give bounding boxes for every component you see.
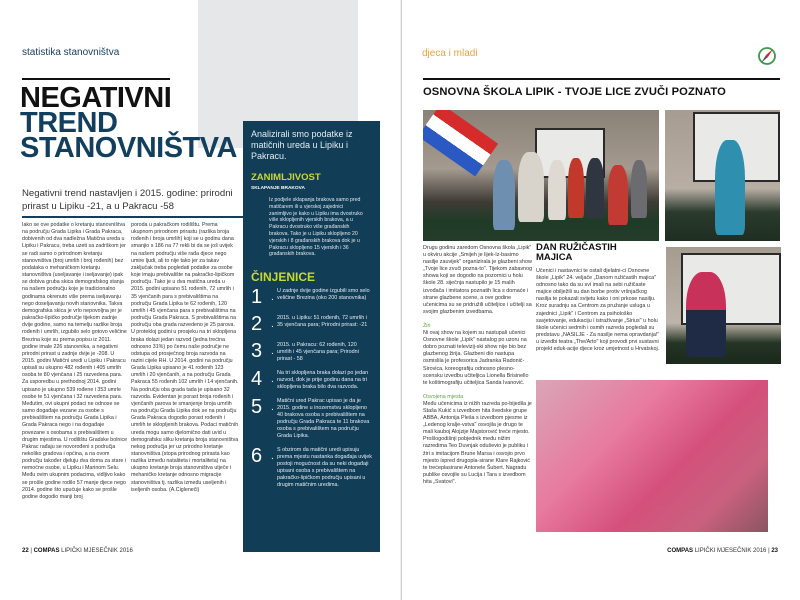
article-text: Među učenicima iz nižih razreda po-bijedila je Staša Kukić s izvedbom hita švedske grupe ABBA, Antonija Pleša s izvedbom pjesme iz „Ledenog kralje-vstva" osvojila je drugo te mali kauboj Alojzije Majstorović treće mjesto. Prošlogodišnji pobjednik među nižim razredima Teo Duvnjak oduševio je publiku i žiri s imitacijom Brune Marsa i osvojio prvo mjesto ispred drugopla-sirane Klare Rajković te trećeplasirane Antonele Šubert. Nagradu publike osvojile su Lucija i Tara s izvedbom hita „Svatovi". xyxy=(423,400,532,485)
facts-title: ČINJENICE xyxy=(251,270,316,285)
article-text: Ni ovaj show na kojem su nastupali učenici Osnovne škole „Lipik" nastalog po uzoru na dobro poznati televizij-ski show nije bio bez glazbenog žirija. Glazbeni dio nastupa osmislila je profesorica Jadranka Radonić-Sirovica, koreografiju odnosno plesno-scensku izvedbu učiteljica Lionella Brisinello te koštimografiju učiteljica Sanda Ivanović. xyxy=(423,330,529,386)
subhead-rule xyxy=(22,216,244,218)
fact-item xyxy=(251,342,372,363)
article-text: Iako se ove podatke o kretanju stanovništva na području Grada Lipika i Grada Pakraca, dobivenih od dva nadležna Matična ureda u Lipiku i Pakracu, treba uzeti sa zadrškom jer se radi samo o prirodnom kretanju stanovništva (broj umrlih i broj rođenih) bez podataka o mehaničkom kretanju stanovništva (useljavanje i iseljavanje) ipak se dobiva gruba skica demografskog stanja na našem području koje je tradicionalno godinama okrenuto više prema iseljavanju nego doseljavanju novih stanovnika. Takva demografska skica je vrlo nepovoljna jer je pakračko-lipičko područje tijekom zadnje dvije godine, samo na temelju razlike broja rođenih i umrlih, izgubilo selo gotovo veličine Brezina koje su prema popisu iz 2011. godine imale 226 stanovnika, a negativni prirodni prirast u zadnje dvije je -208. U 2015. godini Matični uredi u Lipiku i Pakracu upisali su ukupno 482 rođenih i 405 umrlih osoba te 80 vjenčana i 25 razvedena para. Za usporedbu u prethodnoj 2014. godini upisano je ukupno 539 rođene i 353 umrle osobe te 51 vjenčana i 32 razvedena para. Međutim, ovi ukupni podaci ne odnose se samo događaje vezane za osobe s prebivalištem na području Grada Lipika i Grada Pakraca nego i na događaje povezane s osobama s prebivalištem u drugim mjestima. U rodilištu Gradske bolnice Pakrac rađaju se novorođeni s područja nekoliko gradova i općina, a na ovom području također djeluju dva doma za stare i nemoćne osobe, u Lipiku i Marinom Selu. Među ovim ukupnim podacima, vidljivo kako se prošle godine rodilo 57 manje djece nego 2014. godine što upućuje kako se prošle godine dogodio manji broj xyxy=(22,222,128,500)
performer xyxy=(586,158,604,218)
footer-publication: LIPIČKI MJESEČNIK 2016 xyxy=(693,548,767,554)
fact-item xyxy=(251,447,372,489)
fact-dot: . xyxy=(271,319,274,331)
photo-pink-shirt-day-group xyxy=(536,380,768,532)
subheading-places: Osvojena mjesta xyxy=(423,393,464,400)
article-column-1 xyxy=(22,222,128,501)
performer xyxy=(493,160,515,230)
page-number: 22 xyxy=(22,548,29,554)
performer xyxy=(715,140,745,235)
headline-line-2: TREND xyxy=(20,107,118,139)
performer xyxy=(518,152,544,222)
footer-publication: LIPIČKI MJESEČNIK 2016 xyxy=(59,548,133,554)
page-footer xyxy=(667,548,778,554)
subheading-jury: Žiri xyxy=(423,322,431,329)
photo-singer-pink-jacket xyxy=(666,247,781,364)
section-label: djeca i mladi xyxy=(422,48,478,59)
article-headline: OSNOVNA ŠKOLA LIPIK - TVOJE LICE ZVUČI POZNATO xyxy=(423,86,726,98)
fact-number: 6 xyxy=(251,445,263,468)
fact-text: 2015. u Pakracu: 62 rođenih, 120 umrlih i 45 vjenčana para; Prirodni prirast - 58 xyxy=(277,342,359,363)
fact-dot: . xyxy=(271,374,274,386)
article-headline xyxy=(20,82,237,164)
sidebar-intro: Analizirali smo podatke iz matičnih ureda u Lipiku i Pakracu. xyxy=(251,129,353,161)
fact-number: 5 xyxy=(251,396,263,419)
page-23 xyxy=(401,0,800,600)
performer xyxy=(686,272,726,357)
article-text: poroda u pakračkom rodilištu. Prema ukupnom prirodnom prirastu (razlika broja rođenih i broja umrlih) koji se u godinu dana smanjio s 186 na 77 rekli bi da se još uvijek na našem području više rađa djece nego umire ljudi, ali to nije tako jer za takav zaključak treba pogledati podatke za osobe koje imaju prebivalište na pakračko-lipičkom području. Tako je u dva matična ureda u 2015. godini upisano 51 rođenih, 72 umrlih i 35 vjenčanih para s prebivalištima na području Grada Lipika te 62 rođenih, 120 umrlih i 45 vjenčana para s prebivalištima na području Grada Pakraca. S prebivalištima na području oba grada razvedeno je 25 parova. U protekloj godini u prosjeku na tri sklopljena braka dolazi jedan razvod (jedna trećina odnosno 31%) po čemu naše područje ne odstupa od prosječnog broja razvoda na razini cijele RH. U 2014. godini na području Grada Lipika upisano je 41 rođenih 123 umrlih i 20 vjenčanih, a na području Grada Pakraca 55 rođenih 102 umrlih i 14 vjenčanih. Na području oba grada tada je upisano 32 razvoda. Evidentan je porast broja rođenih i vjenčanih parova te smanjenje broja umrlih na području Grada Lipika dok se na području Grada Pakraca dogodio porast rođenih i umrlih te sklopljenih brakova. Podaci matičnih ureda mogu samo djelomično dati uvid u demografsku sliku kretanja broja stanovništva nekog područja jer uz prirodno kretanje stanovništva (stopa prirodnog prirasta kao razlika između nataliteta i mortaliteta) na ukupno kretanje broja stanovništva utječe i mehaničko kretanje odnosno migracije stanovništva tj. razlika između useljenih i iseljenih osoba. (A.Cigleneči) xyxy=(131,222,239,493)
fact-item xyxy=(251,398,372,440)
fact-item xyxy=(251,370,372,391)
fact-text: U zadnje dvije godine izgubili smo selo veličine Brezina (oko 200 stanovnika) xyxy=(277,288,370,302)
fact-text: S obzirom da matični uredi upisuju prema mjestu nastanka događaja uvijek postoji mogućnost da su neki događaji upisani osoba s prebivalištem na pakračko-lipičkom području upisani u drugim matičnim uredima. xyxy=(277,447,372,489)
headline-rule xyxy=(22,78,170,80)
facts-list xyxy=(251,288,372,489)
footer-separator: | xyxy=(766,548,772,554)
performer xyxy=(608,165,628,225)
fact-dot: . xyxy=(271,292,274,304)
sidebar-box-title: ZANIMLJIVOST xyxy=(251,172,321,183)
headline-rule xyxy=(423,78,780,80)
pink-shirt-day-title xyxy=(536,243,617,263)
page-number: 23 xyxy=(771,548,778,554)
article-subhead: Negativni trend nastavljen i 2015. godine: prirodni prirast u Lipiku -21, a u Pakracu -58 xyxy=(22,188,233,212)
article-column-2 xyxy=(536,268,661,353)
fact-dot: . xyxy=(271,451,274,463)
fact-text: Matični ured Pakrac upisao je da je 2015. godine u inozemstvu sklopljeno 40 brakova osoba s prebivalištem na području Grada Pakraca te 11 brakova osoba s prebivalištem na području Grada Lipika. xyxy=(277,398,370,440)
article-text: Učenici i nastavnici te ostali djelatni-ci Osnovne škole „Lipik" 24. veljače „Danom ružičastih majica" odnosno tako da su svi imali na sebi ružičaste majice obilježili su dan borbe protiv vršnjačkog nasilja te pokazali svijetu kako i oni prkose nasilju. Kroz suradnju sa Centrom za pružanje usluga u zajednici „Lipik" i Centrom za psihološko savjetovanje, edukaciju i istraživanje „Sirius" u holu škole učenici sedmih i osmih razreda pogledali su predstavu „NASILJE - Za nasilje nema opravdanja!" u izvedbi teatra „The/Arto" koji provodi prvi sustavni projekt eduk-acije djece kroz umjetnost u Hrvatskoj. xyxy=(536,268,660,353)
performer xyxy=(631,160,647,218)
croatian-flag xyxy=(423,110,498,176)
article-text: Drugu godinu zaredom Osnovna škola „Lipik" u okviru akcije „Smijeh je lijek-Iz-basimo nasilje zauvijek" organizirala je glazbeni show „Tvoje lice zvuči pozna-to". Tijekom zabavnog showa koji se dogodio na pozornici u holu škole 28. siječnja nastupilo je 15 malih izvođača i imitatora poznatih lica s domaće i strane glazbene scene, a ove godine učenicima su se pridružili učiteljice i učitelji sa svojim glazbenim izvedbama. xyxy=(423,245,533,315)
title-line-1: DAN RUŽIČASTIH xyxy=(536,242,617,253)
fact-number: 2 xyxy=(251,313,263,336)
article-column-2 xyxy=(131,222,239,494)
sidebar-box-subtitle: SKLAPANJE BRAKOVA xyxy=(251,186,305,191)
facts-sidebar xyxy=(243,121,380,552)
photo-stage-performance xyxy=(423,110,659,241)
performer xyxy=(548,160,566,220)
footer-brand: COMPAS xyxy=(667,548,694,554)
headline-line-1: NEGATIVNI xyxy=(20,82,172,114)
footer-brand: COMPAS xyxy=(33,548,60,554)
fact-text: 2015. u Lipiku: 51 rođenih, 72 umrlih i 35 vjenčana para; Prirodni prirast: -21 xyxy=(277,315,368,329)
photo-singer-blue-dress xyxy=(665,110,780,241)
sidebar-box-text: Iz podjele sklapanja brakova samo pred matičarem ili u vjerskoj zajednici zanimljivo je kako u Lipiku ima dvostruko više sklopljenih vjerskih brakova, a u Pakracu dvostruko više građanskih brakova. Tako je u Lipiku sklopljeno 20 vjerskih i 8 građanskih brakova dok je u Pakracu sklopljeno 15 vjerskih i 36 građanskih brakova. xyxy=(269,197,363,258)
section-label: statistika stanovništva xyxy=(22,47,120,58)
fact-item xyxy=(251,288,372,308)
compass-icon xyxy=(757,46,777,66)
fact-number: 4 xyxy=(251,368,263,391)
article-column-1 xyxy=(423,245,533,486)
fact-number: 3 xyxy=(251,340,263,363)
fact-dot: . xyxy=(271,402,274,414)
fact-text: Na tri sklopljena braka dolazi po jedan razvod, dok je prije godinu dana na tri sklopljena braka bilo dva razvoda. xyxy=(277,370,369,391)
fact-number: 1 xyxy=(251,286,263,309)
fact-item xyxy=(251,315,372,335)
performer xyxy=(568,158,584,218)
headline-line-3: STANOVNIŠTVA xyxy=(20,132,237,164)
footer-separator: | xyxy=(28,548,34,554)
page-footer xyxy=(22,548,133,554)
title-line-2: MAJICA xyxy=(536,252,573,263)
fact-dot: . xyxy=(271,346,274,358)
